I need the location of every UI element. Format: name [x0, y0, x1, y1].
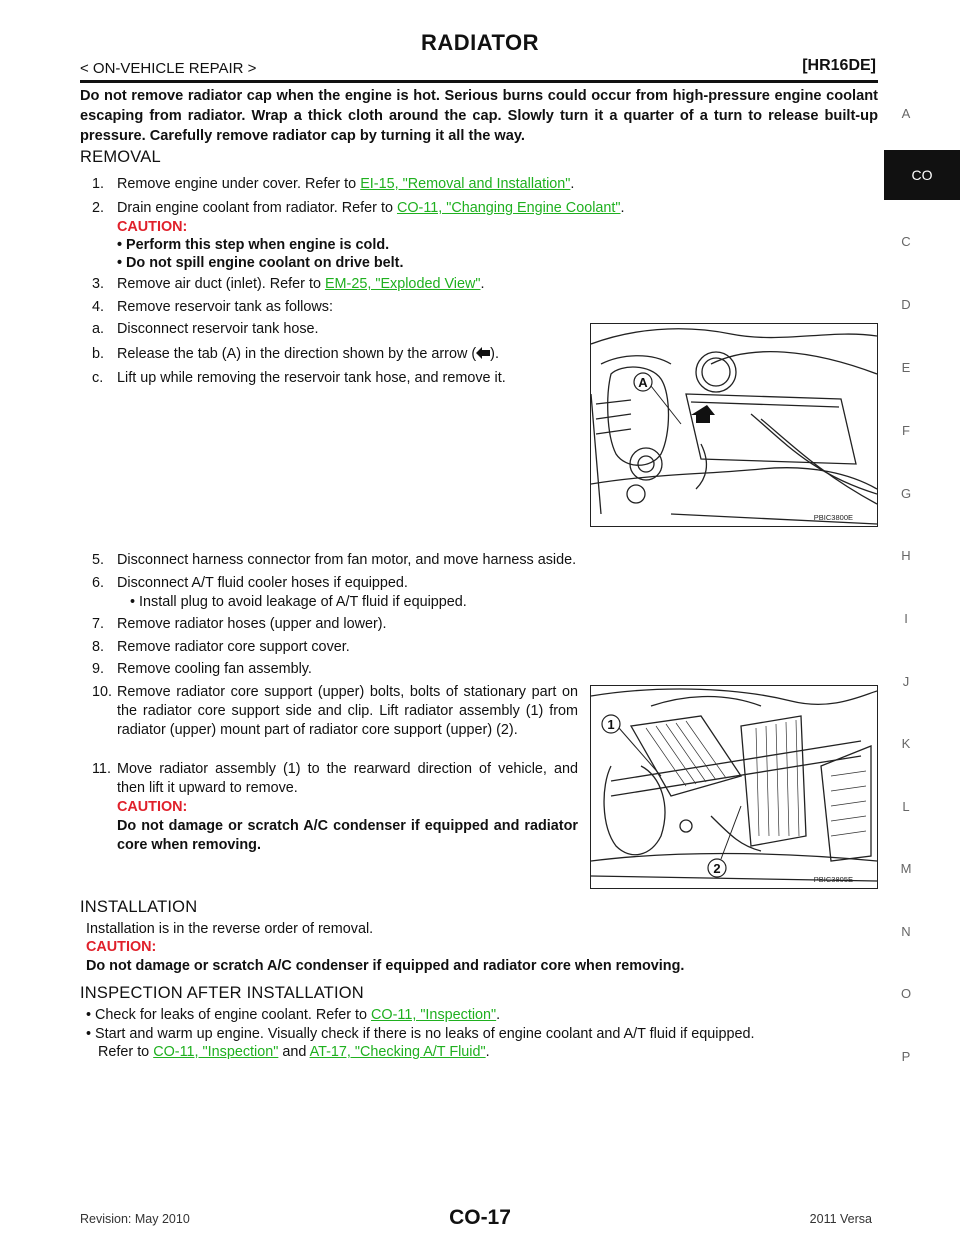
installation-caution-text: Do not damage or scratch A/C condenser if equipped and radiator core when removing.: [86, 958, 685, 974]
link-co-11-inspection[interactable]: CO-11, "Inspection": [371, 1007, 497, 1023]
installation-heading: INSTALLATION: [80, 898, 198, 916]
arrow-icon: [476, 347, 490, 359]
side-index-p[interactable]: P: [901, 1049, 911, 1064]
step-2-caution-item-2: • Do not spill engine coolant on drive belt.: [117, 255, 404, 271]
link-ei-15[interactable]: EI-15, "Removal and Installation": [360, 176, 571, 192]
engine-model-label: [HR16DE]: [802, 57, 876, 74]
footer-page-number: CO-17: [449, 1206, 511, 1229]
link-at-17[interactable]: AT-17, "Checking A/T Fluid": [309, 1044, 486, 1060]
figure-code-2: PBIC3805E: [813, 875, 853, 884]
side-index-k[interactable]: K: [901, 736, 911, 751]
side-index-f[interactable]: F: [902, 423, 910, 438]
step-11-caution-label: CAUTION:: [117, 799, 188, 815]
step-4a: a. Disconnect reservoir tank hose.: [92, 321, 319, 337]
side-index-co-active[interactable]: CO: [884, 150, 960, 200]
side-index-g[interactable]: G: [900, 486, 912, 501]
inspection-item-1: • Check for leaks of engine coolant. Refer to CO-11, "Inspection".: [86, 1007, 501, 1023]
step-4: 4. Remove reservoir tank as follows:: [92, 299, 333, 315]
link-em-25[interactable]: EM-25, "Exploded View": [324, 276, 481, 292]
side-index-n[interactable]: N: [901, 924, 911, 939]
footer-edition: 2011 Versa: [809, 1212, 872, 1226]
inspection-item-2-refs: Refer to CO-11, "Inspection" and AT-17, "Checking A/T Fluid".: [98, 1044, 490, 1060]
radiator-assembly-illustration: [591, 686, 877, 888]
figure-label-1: 1: [607, 717, 615, 732]
side-index-l[interactable]: L: [902, 799, 910, 814]
side-index-e[interactable]: E: [901, 360, 911, 375]
side-index-c[interactable]: C: [901, 234, 911, 249]
removal-heading: REMOVAL: [80, 148, 161, 166]
step-4c: c. Lift up while removing the reservoir tank hose, and remove it.: [92, 370, 506, 386]
figure-reservoir-tank: [590, 323, 878, 527]
side-index-h[interactable]: H: [901, 548, 911, 563]
step-5: 5. Disconnect harness connector from fan motor, and move harness aside.: [92, 552, 577, 568]
step-2-caution-item-1: • Perform this step when engine is cold.: [117, 237, 390, 253]
step-8: 8. Remove radiator core support cover.: [92, 639, 350, 655]
installation-caution-label: CAUTION:: [86, 939, 157, 955]
installation-text: Installation is in the reverse order of removal.: [86, 921, 374, 937]
figure-code-1: PBIC3800E: [813, 513, 853, 522]
side-index-o[interactable]: O: [900, 986, 912, 1001]
side-index-m[interactable]: M: [900, 861, 912, 876]
page-title: RADIATOR: [420, 30, 540, 55]
step-4b: b. Release the tab (A) in the direction shown by the arrow ( ).: [92, 346, 499, 362]
warning-text: Do not remove radiator cap when the engine is hot. Serious burns could occur from high-pressure engine coolant escaping from radiator. Wrap a thick cloth around the cap. Slowly turn it a quarter of a turn to release built-up pressure. Carefully remove radiator cap by turning it all the way.: [80, 88, 878, 144]
figure-label-2: 2: [713, 861, 721, 876]
figure-label-a: A: [638, 375, 648, 390]
side-index-a[interactable]: A: [901, 106, 911, 121]
header-divider: [80, 80, 878, 83]
inspection-heading: INSPECTION AFTER INSTALLATION: [80, 984, 364, 1002]
step-6: 6. Disconnect A/T fluid cooler hoses if equipped.: [92, 575, 408, 591]
breadcrumb: < ON-VEHICLE REPAIR >: [80, 60, 257, 77]
inspection-item-2: • Start and warm up engine. Visually check if there is no leaks of engine coolant and A/T fluid if equipped.: [86, 1026, 755, 1042]
side-index-d[interactable]: D: [901, 297, 911, 312]
step-7: 7. Remove radiator hoses (upper and lower).: [92, 616, 387, 632]
reservoir-tank-illustration: [591, 324, 877, 526]
step-10: 10. Remove radiator core support (upper) bolts, bolts of stationary part on the radiator core support side and clip. Lift radiator assembly (1) from radiator (upper) mount part of radiator core support (upper) (2).: [92, 684, 578, 738]
figure-radiator-assembly: [590, 685, 878, 889]
step-6-sub: • Install plug to avoid leakage of A/T fluid if equipped.: [130, 594, 467, 610]
step-9: 9. Remove cooling fan assembly.: [92, 661, 312, 677]
step-11-caution-text: Do not damage or scratch A/C condenser if equipped and radiator core when removing.: [117, 818, 578, 853]
footer-revision: Revision: May 2010: [80, 1212, 190, 1226]
step-11: 11. Move radiator assembly (1) to the rearward direction of vehicle, and then lift it upward to remove. CAUTION: Do not damage or scratch A/C condenser if equipped and radiator core when removing.: [92, 761, 578, 853]
step-2-caution-label: CAUTION:: [117, 219, 188, 235]
link-co-11-changing-coolant[interactable]: CO-11, "Changing Engine Coolant": [396, 200, 621, 216]
step-1: 1. Remove engine under cover. Refer to EI-15, "Removal and Installation".: [92, 176, 575, 192]
step-2: 2. Drain engine coolant from radiator. Refer to CO-11, "Changing Engine Coolant".: [92, 200, 625, 216]
link-co-11-inspection-2[interactable]: CO-11, "Inspection": [153, 1044, 279, 1060]
side-index-j[interactable]: J: [902, 674, 910, 689]
side-index-i[interactable]: I: [904, 611, 908, 626]
step-3: 3. Remove air duct (inlet). Refer to EM-25, "Exploded View".: [92, 276, 485, 292]
